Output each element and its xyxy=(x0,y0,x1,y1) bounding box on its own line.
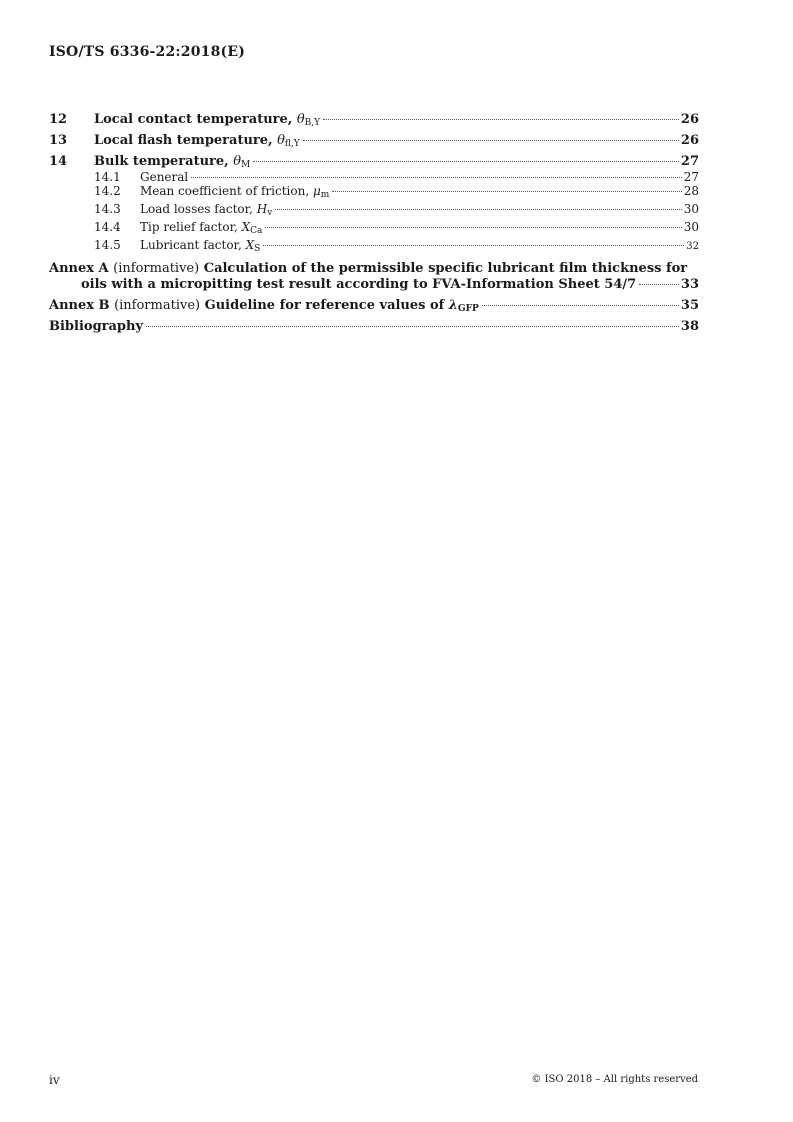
annex-title: Annex B (informative) Guideline for reference values of λGFP xyxy=(49,298,479,314)
dot-leader xyxy=(191,177,681,178)
toc-entry-annex-b[interactable] xyxy=(49,298,699,314)
dot-leader xyxy=(323,119,679,120)
clause-number: 14 xyxy=(49,154,68,169)
clause-number: 13 xyxy=(49,133,68,148)
page-number: 28 xyxy=(683,184,699,198)
subclause-title: Mean coefficient of friction, μm xyxy=(140,184,330,200)
toc-entry-bibliography[interactable] xyxy=(49,319,699,334)
subclause-number: 14.3 xyxy=(94,202,121,216)
dot-leader xyxy=(146,326,679,327)
annex-title-continuation: oils with a micropitting test result according to FVA-Information Sheet 54/7 xyxy=(81,277,637,292)
toc-entry-14-2[interactable] xyxy=(49,184,699,202)
dot-leader xyxy=(482,305,679,306)
table-of-contents xyxy=(49,112,699,334)
subclause-title: Lubricant factor, XS xyxy=(140,238,261,254)
dot-leader xyxy=(263,245,684,246)
clause-title: Local contact temperature, θB,Y xyxy=(94,112,321,128)
subclause-number: 14.1 xyxy=(94,170,121,184)
toc-entry-annex-a[interactable] xyxy=(49,261,699,293)
page-number: 30 xyxy=(683,220,699,234)
page-number: 27 xyxy=(680,154,699,169)
page-number: 30 xyxy=(683,202,699,216)
toc-entry-12[interactable] xyxy=(49,112,699,128)
subclause-title: Tip relief factor, XCa xyxy=(140,220,263,236)
subclause-number: 14.2 xyxy=(94,184,121,198)
subclause-title: General xyxy=(140,170,189,184)
subclause-title: Load losses factor, Hv xyxy=(140,202,273,218)
dot-leader xyxy=(275,209,681,210)
dot-leader xyxy=(303,140,679,141)
toc-entry-14[interactable] xyxy=(49,154,699,170)
annex-title-line: Annex A (informative) Calculation of the permissible specific lubricant film thickness for xyxy=(49,261,688,276)
toc-entry-13[interactable] xyxy=(49,133,699,149)
page-number: 35 xyxy=(680,298,699,313)
dot-leader xyxy=(253,161,679,162)
clause-number: 12 xyxy=(49,112,68,127)
document-id: ISO/TS 6336-22:2018(E) xyxy=(49,44,246,60)
page-number: 33 xyxy=(680,277,699,292)
clause-title: Bulk temperature, θM xyxy=(94,154,251,170)
page-number: 26 xyxy=(680,112,699,127)
toc-entry-14-1[interactable] xyxy=(49,170,699,184)
page-number: 38 xyxy=(680,319,699,334)
toc-entry-14-5[interactable] xyxy=(49,238,699,256)
footer-copyright: © ISO 2018 – All rights reserved xyxy=(531,1074,698,1085)
bibliography-title: Bibliography xyxy=(49,319,144,334)
subclause-number: 14.5 xyxy=(94,238,121,252)
dot-leader xyxy=(265,227,681,228)
page-number: 32 xyxy=(686,241,699,252)
toc-entry-14-4[interactable] xyxy=(49,220,699,238)
dot-leader xyxy=(639,284,679,285)
page-number: 26 xyxy=(680,133,699,148)
page-number: 27 xyxy=(683,170,699,184)
clause-title: Local flash temperature, θfl,Y xyxy=(94,133,300,149)
subclause-number: 14.4 xyxy=(94,220,121,234)
dot-leader xyxy=(332,191,681,192)
footer-page-number: iv xyxy=(49,1073,60,1087)
toc-entry-14-3[interactable] xyxy=(49,202,699,220)
